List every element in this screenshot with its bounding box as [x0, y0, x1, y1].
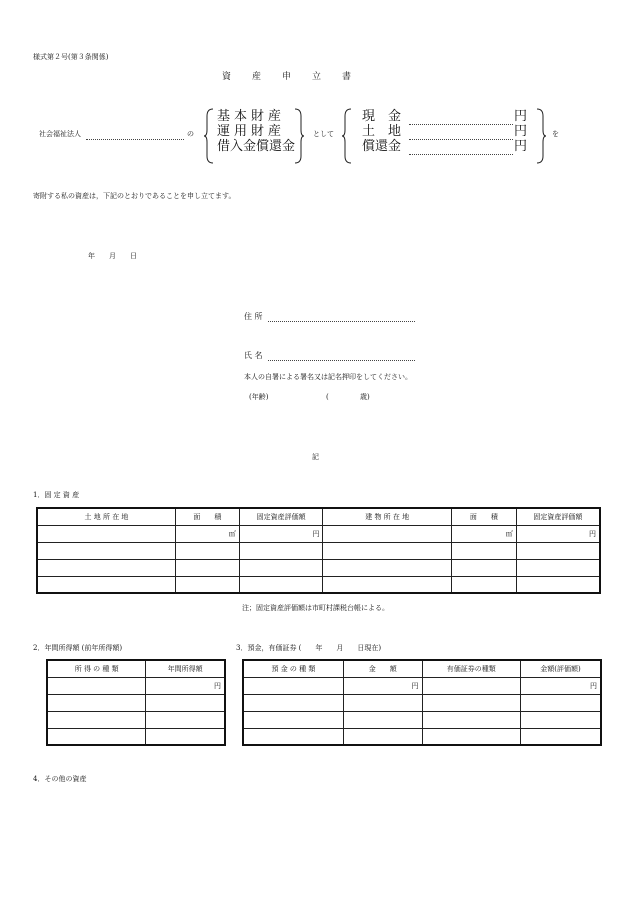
- table-cell[interactable]: 円: [239, 525, 323, 542]
- column-header: 有価証券の種類: [422, 660, 520, 677]
- table-cell[interactable]: [520, 728, 601, 745]
- no-particle: の: [187, 130, 194, 138]
- right-brace-icon: [536, 108, 546, 164]
- table-cell[interactable]: [146, 711, 225, 728]
- address-label: 住 所: [244, 312, 263, 321]
- section2-title: 2．年間所得額 (前年所得額): [33, 644, 123, 652]
- table-cell[interactable]: [422, 694, 520, 711]
- table-cell[interactable]: [37, 576, 175, 593]
- table-row: [243, 694, 601, 711]
- table-cell[interactable]: [520, 694, 601, 711]
- table-cell[interactable]: [243, 728, 343, 745]
- table-cell[interactable]: [323, 559, 451, 576]
- column-header: 建 物 所 在 地: [323, 508, 451, 525]
- table-cell[interactable]: [37, 559, 175, 576]
- table-cell[interactable]: [239, 559, 323, 576]
- age-unit: 歳): [360, 393, 370, 401]
- signature-note: 本人の自署による署名又は記名押印をしてください。: [244, 373, 412, 381]
- category-unyo: 運用財産: [217, 124, 286, 139]
- column-header: 金 額: [343, 660, 422, 677]
- table-cell[interactable]: [243, 694, 343, 711]
- deposits-table: [242, 659, 602, 746]
- table-cell[interactable]: 円: [146, 677, 225, 694]
- column-header: 固定資産評価額: [516, 508, 600, 525]
- category-kihon: 基本財産: [217, 109, 286, 124]
- yen-unit: 円: [514, 124, 528, 139]
- table-cell[interactable]: [343, 711, 422, 728]
- yen-unit: 円: [514, 109, 528, 124]
- table-cell[interactable]: [47, 694, 146, 711]
- section3-title: 3．預金，有価証券 ( 年 月 日現在): [236, 644, 382, 652]
- ki-heading: 記: [312, 453, 319, 461]
- table-cell[interactable]: 円: [343, 677, 422, 694]
- table-row: [47, 728, 225, 745]
- section1-note: 注；固定資産評価額は市町村課税台帳による。: [242, 604, 389, 612]
- corp-prefix: 社会福祉法人: [39, 130, 81, 138]
- right-brace-icon: [294, 108, 304, 164]
- table-cell[interactable]: [323, 576, 451, 593]
- left-brace-icon: [204, 108, 214, 164]
- table-cell[interactable]: 円: [516, 525, 600, 542]
- wo-particle: を: [552, 130, 559, 138]
- table-cell[interactable]: [37, 542, 175, 559]
- age-label: (年齢): [249, 393, 269, 401]
- asset-land: 土 地: [362, 124, 402, 139]
- table-row: [243, 677, 601, 694]
- table-cell[interactable]: [239, 542, 323, 559]
- yen-unit: 円: [514, 139, 528, 154]
- income-table: [46, 659, 226, 746]
- table-cell[interactable]: [451, 559, 516, 576]
- form-number: 様式第２号(第３条関係): [33, 53, 109, 61]
- toshite-text: として: [313, 130, 334, 138]
- column-header: 土 地 所 在 地: [37, 508, 175, 525]
- page-title: 資 産 申 立 書: [222, 72, 358, 82]
- table-row: [47, 711, 225, 728]
- table-cell[interactable]: [243, 677, 343, 694]
- column-header: 所 得 の 種 類: [47, 660, 146, 677]
- corp-name-field[interactable]: [86, 139, 184, 140]
- table-header-row: [37, 508, 600, 525]
- table-cell[interactable]: [343, 694, 422, 711]
- table-cell[interactable]: [516, 542, 600, 559]
- table-cell[interactable]: [243, 711, 343, 728]
- table-cell[interactable]: [323, 525, 451, 542]
- table-cell[interactable]: [516, 559, 600, 576]
- table-cell[interactable]: [47, 711, 146, 728]
- table-cell[interactable]: [422, 728, 520, 745]
- table-cell[interactable]: [37, 525, 175, 542]
- category-shokan: 借入金償還金: [217, 139, 296, 154]
- table-row: [47, 694, 225, 711]
- table-cell[interactable]: [146, 728, 225, 745]
- table-row: [37, 542, 600, 559]
- table-row: [243, 728, 601, 745]
- table-cell[interactable]: [175, 542, 239, 559]
- section1-title: 1．固 定 資 産: [33, 491, 80, 499]
- table-cell[interactable]: [175, 576, 239, 593]
- date-line: 年 月 日: [88, 252, 137, 260]
- age-open-paren: (: [326, 393, 329, 401]
- statement: 寄附する私の資産は，下記のとおりであることを申し立てます。: [33, 192, 236, 200]
- name-field[interactable]: [268, 360, 415, 361]
- table-cell[interactable]: [516, 576, 600, 593]
- table-cell[interactable]: [47, 728, 146, 745]
- table-cell[interactable]: ㎡: [175, 525, 239, 542]
- table-cell[interactable]: [323, 542, 451, 559]
- section4-title: 4．その他の資産: [33, 775, 87, 783]
- table-cell[interactable]: [422, 677, 520, 694]
- column-header: 金額(評価額): [520, 660, 601, 677]
- table-header-row: [243, 660, 601, 677]
- asset-repayment: 償還金: [362, 139, 402, 154]
- land-amount-field[interactable]: [409, 139, 513, 140]
- left-brace-icon: [342, 108, 352, 164]
- name-label: 氏 名: [244, 351, 263, 360]
- table-row: [47, 677, 225, 694]
- fixed-assets-table: [36, 507, 601, 594]
- table-row: [37, 576, 600, 593]
- table-cell[interactable]: [146, 694, 225, 711]
- table-cell[interactable]: [422, 711, 520, 728]
- cash-amount-field[interactable]: [409, 124, 513, 125]
- table-header-row: [47, 660, 225, 677]
- table-cell[interactable]: 円: [520, 677, 601, 694]
- table-cell[interactable]: [175, 559, 239, 576]
- column-header: 固定資産評価額: [239, 508, 323, 525]
- column-header: 預 金 の 種 類: [243, 660, 343, 677]
- address-field[interactable]: [268, 321, 415, 322]
- table-cell[interactable]: [520, 711, 601, 728]
- table-cell[interactable]: [451, 576, 516, 593]
- table-cell[interactable]: [239, 576, 323, 593]
- table-cell[interactable]: [343, 728, 422, 745]
- table-row: [243, 711, 601, 728]
- table-cell[interactable]: [47, 677, 146, 694]
- table-cell[interactable]: ㎡: [451, 525, 516, 542]
- repayment-amount-field[interactable]: [409, 154, 513, 155]
- asset-cash: 現 金: [362, 109, 402, 124]
- column-header: 面 積: [451, 508, 516, 525]
- table-row: [37, 559, 600, 576]
- table-cell[interactable]: [451, 542, 516, 559]
- column-header: 面 積: [175, 508, 239, 525]
- table-row: [37, 525, 600, 542]
- column-header: 年間所得額: [146, 660, 225, 677]
